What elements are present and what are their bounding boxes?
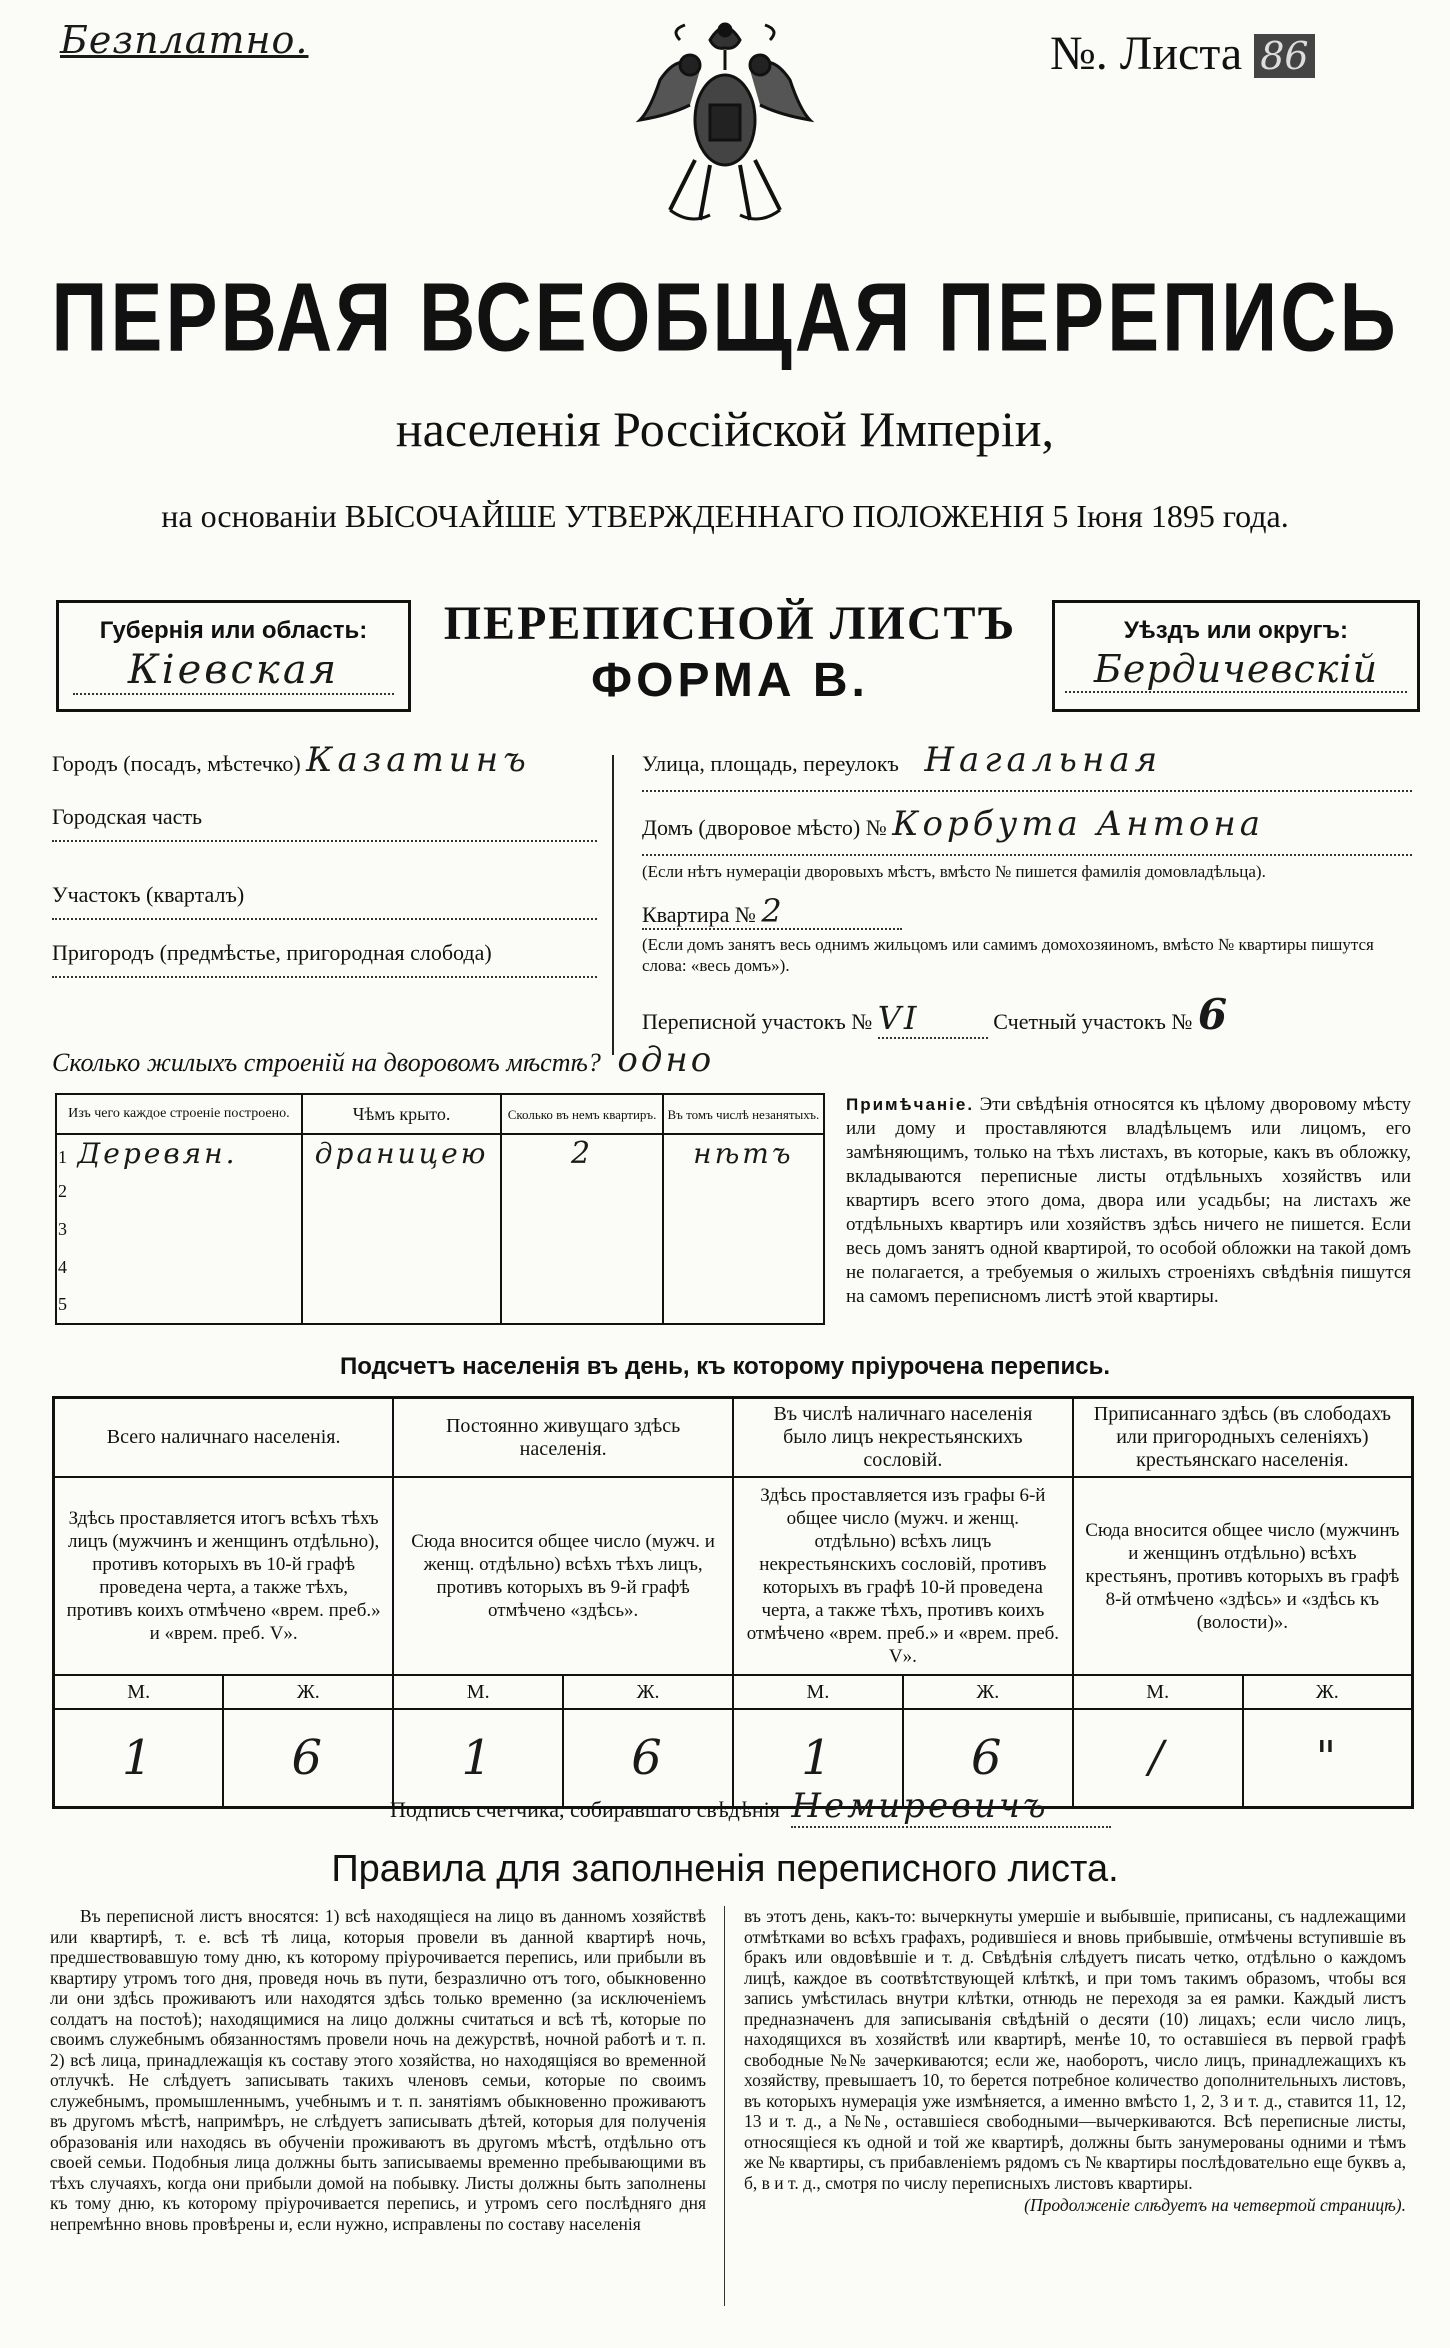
rules-title: Правила для заполненія переписного листа. bbox=[331, 1848, 1119, 1890]
row-5-vacant bbox=[663, 1286, 824, 1324]
tally-m-label: М. bbox=[733, 1675, 903, 1709]
row-3-apts bbox=[501, 1210, 662, 1248]
buildings-question bbox=[52, 1040, 852, 1080]
table-row bbox=[56, 1172, 824, 1210]
tally-mf-row bbox=[54, 1675, 1413, 1709]
tally-col-2-m: 1 bbox=[393, 1709, 563, 1807]
tally-col-4-desc: Сюда вносится общее число (мужчинъ и женщинъ отдѣльно) всѣхъ крестьянъ, противъ которыхъ въ графѣ 8-й отмѣчено «здѣсь» и «здѣсь къ (волости)». bbox=[1073, 1477, 1413, 1675]
note-text: Эти свѣдѣнія относятся къ цѣлому дворовому мѣсту или дому и проставляются владѣльцемъ или лицомъ, его замѣняющимъ, только на тѣхъ листахъ, въ которые, какъ въ обложку, вкладываются переписные листы отдѣльныхъ хозяйствъ или квартиръ всего этого дома, двора или усадьбы; на листахъ же отдѣльныхъ квартиръ или хозяйствъ здѣсь ничего не пишется. Если весь домъ занятъ одной квартирой, то особой обложки на такой домъ не полагается, а требуемыя о жилыхъ строеніяхъ свѣдѣнія пишутся на самомъ переписномъ листѣ этой квартиры. bbox=[846, 1094, 1412, 1307]
signature-label: Подпись счетчика, собиравшаго свѣдѣнія bbox=[390, 1797, 780, 1822]
row-3-roof bbox=[302, 1210, 502, 1248]
district-label: Уѣздъ или округъ: bbox=[1123, 617, 1349, 644]
row-number: 5 bbox=[58, 1294, 67, 1314]
note-label: Примѣчаніе. bbox=[846, 1095, 975, 1114]
tally-header-row bbox=[54, 1398, 1413, 1478]
rules-left-column: Въ переписной листъ вносятся: 1) всѣ находящіеся на лицо въ данномъ хозяйствѣ или квартирѣ, т. е. всѣ тѣ лица, которыя провели въ данной квартирѣ ночь, предшествовавшую тому дню, къ которому пріурочивается перепись, или прибыли въ квартиру утромъ того дня, проведя ночь въ пути, безразлично отъ того, обыкновенно ли они здѣсь проживаютъ или находятся здѣсь только временно (за исключеніемъ солдатъ на постоѣ); находящимися на лицо должны считаться и всѣ тѣ, которые по своимъ служебнымъ обязанностямъ провели ночь на дежурствѣ, ночной работѣ и т. п. 2) всѣ лица, принадлежащія къ составу этого хозяйства, но находящіяся во временной отлучкѣ. Не слѣдуетъ записывать такихъ членовъ семьи, которые по своимъ служебнымъ, промышленнымъ, учебнымъ и т. п. занятіямъ обыкновенно проживаютъ въ другомъ мѣстѣ, напримѣръ, не слѣдуетъ записывать дѣтей, которыя для полученія образованія или находясь въ обученіи проживаютъ въ другомъ мѣстѣ, отдѣльно отъ своей семьи. Подобныя лица должны быть записываемы временно пребывающими въ тѣхъ случаяхъ, когда они прибыли домой на побывку. Листы должны быть заполнены къ тому дню, къ которому пріурочивается перепись, и утромъ сего послѣдняго дня непремѣнно вновь провѣрены и, если нужно, исправлены по составу населенія bbox=[50, 1906, 706, 2234]
tally-col-1-f: 6 bbox=[223, 1709, 393, 1807]
row-number: 1 bbox=[58, 1147, 67, 1167]
buildings-table bbox=[55, 1093, 825, 1325]
city-label: Городъ (посадъ, мѣстечко) bbox=[52, 751, 301, 776]
tally-m-label: М. bbox=[54, 1675, 224, 1709]
row-5-apts bbox=[501, 1286, 662, 1324]
signature-field bbox=[390, 1786, 1290, 1828]
rules-divider bbox=[724, 1906, 725, 2306]
census-section-label: Переписной участокъ № bbox=[642, 1009, 873, 1034]
city-value: Казатинъ bbox=[306, 740, 531, 780]
buildings-header-material: Изъ чего каждое строеніе построено. bbox=[56, 1094, 302, 1134]
census-basis: на основаніи ВЫСОЧАЙШЕ УТВЕРЖДЕННАГО ПОЛОЖЕНІЯ 5 Іюня 1895 года. bbox=[161, 498, 1289, 534]
rules-right-text: въ этотъ день, какъ-то: вычеркнуты умершіе и выбывшіе, приписаны, съ надлежащими отмѣтками во всѣхъ графахъ, родившіеся и вновь прибывшіе, отмѣчены вступившіе въ бракъ или овдовѣвшіе и т. д. Свѣдѣнія слѣдуетъ писать четко, отдѣльно о каждомъ лицѣ, каждое въ соотвѣтствующей клѣткѣ, и при томъ такимъ образомъ, чтобы вся запись умѣстилась внутри клѣтки, отнюдь не переходя за ея рамки. Каждый листъ предназначенъ для записыванія свѣдѣній о десяти (10) лицахъ; если число лицъ, находящихся въ хозяйствѣ или квартирѣ, менѣе 10, то оставшіеся въ первой графѣ свободные №№ зачеркиваются; если же, наоборотъ, число лицъ, принадлежащихъ къ хозяйству, превышаетъ 10, то берется потребное количество дополнительныхъ листовъ, въ которыхъ нумерація уже измѣняется, а именно вмѣсто 1, 2, 3 и т. д., ставится 11, 12, 13 и т. д., а №№, оставшіеся свободными—вычеркиваются. Всѣ переписные листы, относящіеся къ одной и той же квартирѣ, должны быть занумерованы одними и тѣмъ же № квартиры, съ прибавленіемъ рядомъ съ № квартиры послѣдовательно еще буквъ а, б, в и т. д., смотря по числу переписныхъ листовъ квартиры. bbox=[744, 1906, 1406, 2193]
table-row bbox=[56, 1286, 824, 1324]
tally-f-label: Ж. bbox=[563, 1675, 733, 1709]
census-subtitle: населенія Россійской Имперіи, bbox=[395, 401, 1055, 457]
street-label: Улица, площадь, переулокъ bbox=[642, 751, 899, 776]
street-field bbox=[642, 740, 1412, 792]
tally-col-1-desc: Здѣсь проставляется итогъ всѣхъ тѣхъ лицъ (мужчинъ и женщинъ отдѣльно), противъ которыхъ въ 10-й графѣ проведена черта, а также тѣхъ, противъ коихъ отмѣчено «врем. преб.» и «врем. преб. V». bbox=[54, 1477, 394, 1675]
tally-col-2-desc: Сюда вносится общее число (мужч. и женщ. отдѣльно) всѣхъ тѣхъ лицъ, противъ которыхъ въ 9-й графѣ отмѣчено «здѣсь». bbox=[393, 1477, 733, 1675]
section-field bbox=[52, 882, 597, 920]
table-row bbox=[56, 1134, 824, 1172]
tally-m-label: М. bbox=[393, 1675, 563, 1709]
sheet-number-value: 86 bbox=[1254, 34, 1314, 78]
note-block bbox=[846, 1093, 1411, 1309]
row-number: 4 bbox=[58, 1256, 67, 1277]
district-value: Бердичевскій bbox=[1065, 647, 1407, 693]
row-5-roof bbox=[302, 1286, 502, 1324]
row-number: 3 bbox=[58, 1218, 67, 1239]
census-title: ПЕРВАЯ ВСЕОБЩАЯ ПЕРЕПИСЬ bbox=[51, 261, 1399, 372]
address-left bbox=[52, 740, 597, 978]
city-field bbox=[52, 740, 597, 798]
tally-col-4-f: " bbox=[1243, 1709, 1413, 1807]
tally-col-2-f: 6 bbox=[563, 1709, 733, 1807]
tally-col-1-head: Всего наличнаго населенія. bbox=[54, 1398, 394, 1478]
form-variant: ФОРМА В. bbox=[591, 654, 869, 707]
count-section-label: Счетный участокъ № bbox=[993, 1009, 1193, 1034]
tally-f-label: Ж. bbox=[903, 1675, 1073, 1709]
tally-col-3-f: 6 bbox=[903, 1709, 1073, 1807]
row-2-vacant bbox=[663, 1172, 824, 1210]
tally-col-4-m: / bbox=[1073, 1709, 1243, 1807]
buildings-header-vacant: Въ томъ числѣ незанятыхъ. bbox=[663, 1094, 824, 1134]
city-part-label: Городская часть bbox=[52, 804, 203, 829]
row-1-material: Деревян. bbox=[77, 1137, 238, 1170]
tally-col-1-m: 1 bbox=[54, 1709, 224, 1807]
apartment-label: Квартира № bbox=[642, 902, 756, 927]
row-1-material-cell bbox=[56, 1134, 302, 1172]
section-label: Участокъ (кварталъ) bbox=[52, 882, 245, 907]
tally-f-label: Ж. bbox=[1243, 1675, 1413, 1709]
tally-col-3-head: Въ числѣ наличнаго населенія было лицъ некрестьянскихъ сословій. bbox=[733, 1398, 1073, 1478]
row-4-cell bbox=[56, 1248, 302, 1286]
apartment-field bbox=[642, 892, 902, 930]
province-box bbox=[56, 600, 411, 712]
table-row bbox=[56, 1210, 824, 1248]
buildings-question-label: Сколько жилыхъ строеній на дворовомъ мѣстѣ? bbox=[52, 1048, 601, 1077]
row-2-apts bbox=[501, 1172, 662, 1210]
form-title: ПЕРЕПИСНОЙ ЛИСТЪ bbox=[443, 597, 1017, 650]
street-value: Нагальная bbox=[924, 740, 1163, 780]
tally-f-label: Ж. bbox=[223, 1675, 393, 1709]
row-1-roof: драницею bbox=[302, 1134, 502, 1172]
row-3-vacant bbox=[663, 1210, 824, 1248]
suburb-label: Пригородъ (предмѣстье, пригородная слобода) bbox=[52, 940, 492, 965]
tally-col-2-head: Постоянно живущаго здѣсь населенія. bbox=[393, 1398, 733, 1478]
tally-table bbox=[52, 1396, 1414, 1809]
district-box bbox=[1052, 600, 1420, 712]
row-4-roof bbox=[302, 1248, 502, 1286]
row-5-cell bbox=[56, 1286, 302, 1324]
house-field bbox=[642, 804, 1412, 856]
tally-m-label: М. bbox=[1073, 1675, 1243, 1709]
suburb-field bbox=[52, 940, 597, 978]
buildings-question-answer: одно bbox=[617, 1040, 715, 1080]
sheet-number-label: №. Листа bbox=[1050, 27, 1243, 80]
rules-right-column bbox=[744, 1906, 1406, 2216]
census-section-value: VI bbox=[878, 999, 988, 1039]
house-value: Корбута Антона bbox=[892, 804, 1265, 844]
address-right bbox=[642, 740, 1412, 1039]
census-section-field bbox=[642, 990, 1412, 1039]
row-4-apts bbox=[501, 1248, 662, 1286]
apartment-note: (Если домъ занятъ весь однимъ жильцомъ или самимъ домохозяиномъ, вмѣсто № квартиры пишутся слова: «весь домъ»). bbox=[642, 935, 1374, 975]
tally-desc-row bbox=[54, 1477, 1413, 1675]
row-2-roof bbox=[302, 1172, 502, 1210]
row-1-apts: 2 bbox=[501, 1134, 662, 1172]
form-title-block bbox=[420, 596, 1040, 708]
free-label: Безплатно. bbox=[60, 18, 309, 62]
count-section-value: 6 bbox=[1197, 990, 1231, 1039]
tally-col-4-head: Приписаннаго здѣсь (въ слободахъ или пригородныхъ селеніяхъ) крестьянскаго населенія. bbox=[1073, 1398, 1413, 1478]
sheet-number-block bbox=[1050, 26, 1315, 81]
imperial-eagle-icon bbox=[610, 10, 840, 240]
table-row bbox=[56, 1248, 824, 1286]
buildings-header-roof: Чѣмъ крыто. bbox=[302, 1094, 502, 1134]
rules-continued: (Продолженіе слѣдуетъ на четвертой страницѣ). bbox=[1024, 2195, 1406, 2215]
row-4-vacant bbox=[663, 1248, 824, 1286]
city-part-field bbox=[52, 804, 597, 842]
row-1-vacant: нѣтъ bbox=[693, 1137, 794, 1170]
house-note: (Если нѣтъ нумераціи дворовыхъ мѣстъ, вмѣсто № пишется фамилія домовладѣльца). bbox=[642, 862, 1266, 881]
buildings-header-row bbox=[56, 1094, 824, 1134]
row-2-cell bbox=[56, 1172, 302, 1210]
tally-col-3-desc: Здѣсь проставляется изъ графы 6-й общее число (мужч. и женщ. отдѣльно) всѣхъ лицъ некрестьянскихъ сословій, противъ которыхъ въ графѣ 10-й проведена черта, а также тѣхъ, противъ коихъ отмѣчено «врем. преб.» и «врем. преб. V». bbox=[733, 1477, 1073, 1675]
buildings-header-apts: Сколько въ немъ квартиръ. bbox=[501, 1094, 662, 1134]
signature-value: Немиревичъ bbox=[791, 1786, 1111, 1828]
address-divider bbox=[612, 755, 614, 1055]
row-3-cell bbox=[56, 1210, 302, 1248]
tally-title: Подсчетъ населенія въ день, къ которому пріурочена перепись. bbox=[340, 1353, 1110, 1380]
province-label: Губернія или область: bbox=[99, 617, 368, 644]
apartment-value: 2 bbox=[761, 892, 785, 930]
row-number: 2 bbox=[58, 1180, 67, 1201]
tally-col-3-m: 1 bbox=[733, 1709, 903, 1807]
province-value: Кіевская bbox=[73, 647, 394, 695]
house-label: Домъ (дворовое мѣсто) № bbox=[642, 815, 887, 840]
